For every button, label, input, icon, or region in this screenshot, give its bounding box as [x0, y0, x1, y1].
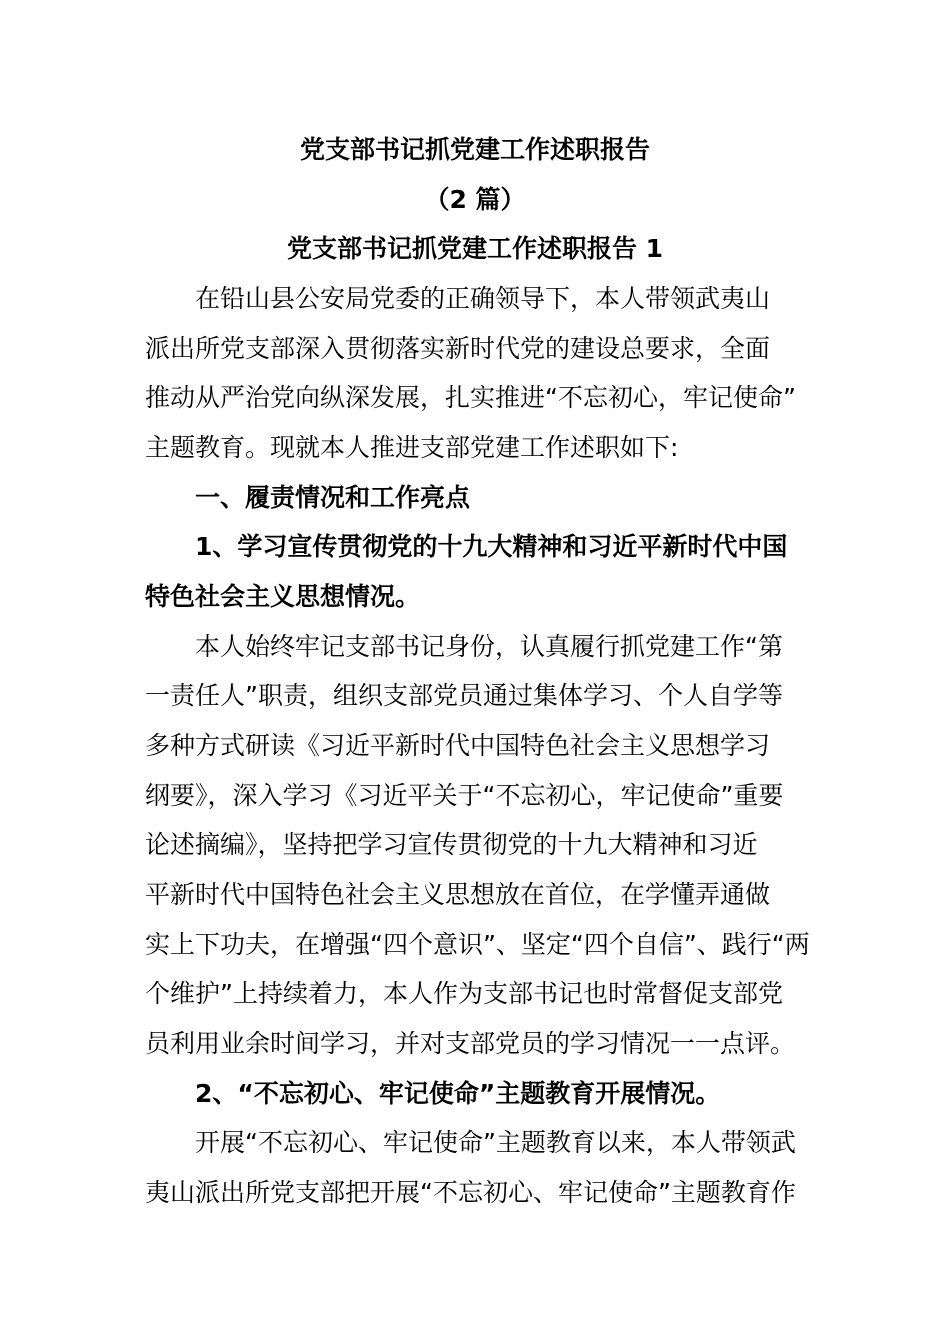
paragraph-line: 论述摘编》，坚持把学习宣传贯彻党的十九大精神和习近 — [145, 830, 758, 859]
subsection-heading: 2、“不忘初心、牢记使命”主题教育开展情况。 — [195, 1079, 721, 1108]
paragraph-line: 夷山派出所党支部把开展“不忘初心、牢记使命”主题教育作 — [145, 1178, 796, 1207]
subsection-heading: 特色社会主义思想情况。 — [145, 582, 421, 611]
document-subtitle: （2 篇） — [424, 185, 526, 214]
paragraph-line: 一责任人”职责，组织支部党员通过集体学习、个人自学等 — [145, 681, 783, 710]
paragraph-line: 主题教育。现就本人推进支部党建工作述职如下: — [145, 433, 679, 462]
paragraph-line: 开展“不忘初心、牢记使命”主题教育以来，本人带领武 — [195, 1128, 796, 1157]
paragraph-line: 员利用业余时间学习，并对支部党员的学习情况一一点评。 — [145, 1029, 796, 1058]
paragraph-line: 实上下功夫，在增强“四个意识”、坚定“四个自信”、践行“两 — [145, 930, 810, 959]
section-title: 党支部书记抓党建工作述职报告 1 — [286, 234, 664, 263]
paragraph-line: 平新时代中国特色社会主义思想放在首位，在学懂弄通做 — [145, 880, 771, 909]
paragraph-line: 派出所党支部深入贯彻落实新时代党的建设总要求，全面 — [145, 334, 771, 363]
subsection-heading: 1、学习宣传贯彻党的十九大精神和习近平新时代中国 — [195, 532, 788, 561]
document-title: 党支部书记抓党建工作述职报告 — [299, 135, 650, 164]
paragraph-line: 多种方式研读《习近平新时代中国特色社会主义思想学习 — [145, 731, 771, 760]
section-heading: 一、履责情况和工作亮点 — [195, 483, 471, 512]
paragraph-line: 本人始终牢记支部书记身份，认真履行抓党建工作“第 — [195, 632, 783, 661]
paragraph-line: 个维护”上持续着力，本人作为支部书记也时常督促支部党 — [145, 979, 783, 1008]
paragraph-line: 纲要》，深入学习《习近平关于“不忘初心，牢记使命”重要 — [145, 781, 784, 810]
paragraph-line: 在铅山县公安局党委的正确领导下，本人带领武夷山 — [195, 284, 771, 313]
paragraph-line: 推动从严治党向纵深发展，扎实推进“不忘初心，牢记使命” — [145, 383, 796, 412]
